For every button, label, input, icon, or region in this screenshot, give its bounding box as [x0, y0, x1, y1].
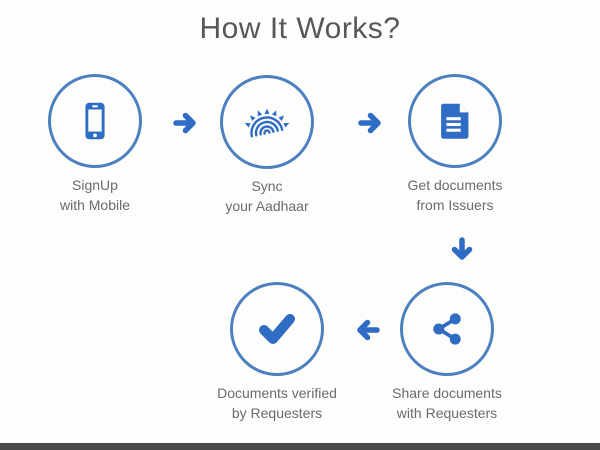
- step-documents-verified-label: [192, 383, 362, 423]
- step-documents-verified: [192, 282, 362, 423]
- smartphone-icon: [72, 98, 118, 144]
- step-label-line1: Sync: [251, 178, 283, 194]
- step-sync-aadhaar-label: [182, 176, 352, 216]
- checkmark-icon: [251, 305, 303, 353]
- step-get-documents-circle: [408, 74, 502, 168]
- step-signup: [10, 74, 180, 215]
- aadhaar-fingerprint-icon: [242, 99, 292, 145]
- page-title: How It Works?: [199, 12, 401, 45]
- step-share-documents-circle: [400, 282, 494, 376]
- step-label-line2: from Issuers: [416, 197, 494, 213]
- step-sync-aadhaar: [182, 75, 352, 216]
- step-label-line1: Documents verified: [217, 385, 337, 401]
- share-icon: [425, 307, 469, 351]
- step-label-line1: SignUp: [72, 177, 118, 193]
- step-documents-verified-circle: [230, 282, 324, 376]
- step-sync-aadhaar-circle: [220, 75, 314, 169]
- flow-arrow-down-icon: [448, 236, 476, 264]
- step-get-documents: [370, 74, 540, 215]
- step-label-line2: by Requesters: [231, 405, 323, 421]
- step-get-documents-label: [370, 175, 540, 215]
- step-label-line1: Get documents: [407, 177, 503, 193]
- step-label-line1: Share documents: [392, 385, 502, 401]
- footer-bar: [0, 443, 600, 450]
- step-share-documents: [362, 282, 532, 423]
- step-share-documents-label: [362, 383, 532, 423]
- step-label-line2: with Mobile: [59, 197, 131, 213]
- document-icon: [432, 98, 478, 144]
- step-label-line2: with Requesters: [396, 405, 498, 421]
- step-label-line2: your Aadhaar: [225, 198, 309, 214]
- step-signup-circle: [48, 74, 142, 168]
- step-signup-label: [10, 175, 180, 215]
